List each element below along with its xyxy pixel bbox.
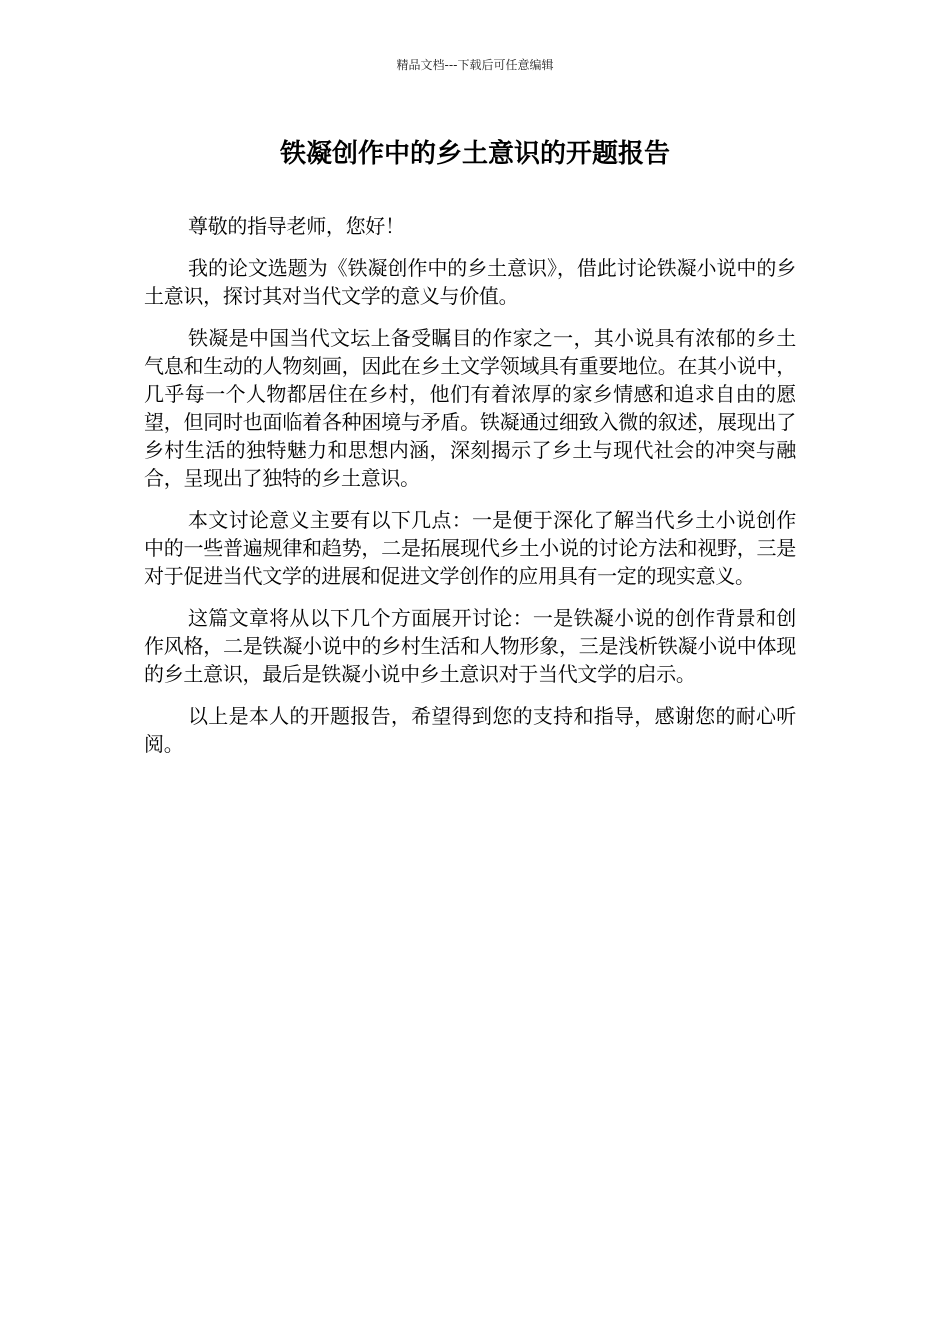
paragraph-topic: 我的论文选题为《铁凝创作中的乡土意识》，借此讨论铁凝小说中的乡土意识，探讨其对当代文学的意义与价值。	[144, 256, 796, 308]
paragraph-closing: 以上是本人的开题报告，希望得到您的支持和指导，感谢您的耐心听阅。	[144, 704, 796, 756]
document-body	[144, 212, 796, 772]
header-note: 精品文档---下载后可任意编辑	[396, 58, 554, 72]
paragraph-outline: 这篇文章将从以下几个方面展开讨论：一是铁凝小说的创作背景和创作风格，二是铁凝小说中的乡村生活和人物形象，三是浅析铁凝小说中体现的乡土意识，最后是铁凝小说中乡土意识对于当代文学的启示。	[144, 606, 796, 686]
paragraph-greeting: 尊敬的指导老师，您好！	[188, 214, 405, 238]
paragraph-author-intro: 铁凝是中国当代文坛上备受瞩目的作家之一，其小说具有浓郁的乡土气息和生动的人物刻画，因此在乡土文学领域具有重要地位。在其小说中，几乎每一个人物都居住在乡村，他们有着浓厚的家乡情感和追求自由的愿望，但同时也面临着各种困境与矛盾。铁凝通过细致入微的叙述，展现出了乡村生活的独特魅力和思想内涵，深刻揭示了乡土与现代社会的冲突与融合，呈现出了独特的乡土意识。	[144, 326, 796, 490]
paragraph-significance: 本文讨论意义主要有以下几点：一是便于深化了解当代乡土小说创作中的一些普遍规律和趋势，二是拓展现代乡土小说的讨论方法和视野，三是对于促进当代文学的进展和促进文学创作的应用具有一定的现实意义。	[144, 508, 796, 588]
document-title: 铁凝创作中的乡土意识的开题报告	[279, 139, 670, 169]
